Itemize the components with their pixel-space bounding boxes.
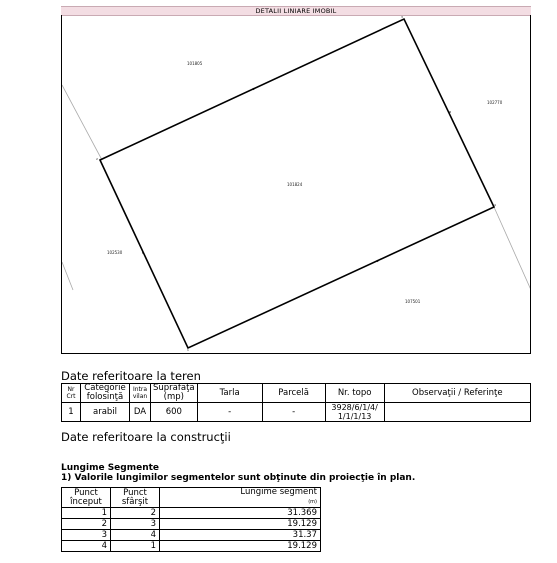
point-label-2: 2: [96, 157, 98, 161]
cell-tarla: -: [197, 403, 262, 422]
neighbor-boundary-left: [62, 85, 102, 160]
cell-nr-topo: 3928/6/1/4/1/1/1/13: [325, 403, 384, 422]
cadastral-plan: [61, 15, 531, 354]
point-label-1: 1: [187, 348, 189, 352]
teren-header-row: [62, 384, 531, 403]
cell-parcela: -: [262, 403, 325, 422]
col-suprafata: Suprafaţa (mp): [151, 384, 198, 403]
segmente-title: Lungime Segmente: [61, 463, 160, 473]
parcel-label-west: 102530: [107, 250, 123, 255]
cell-start: 4: [62, 541, 111, 552]
parcel-label-north: 101805: [187, 61, 203, 66]
cell-end: 2: [111, 508, 160, 519]
cell-end: 4: [111, 530, 160, 541]
cell-start: 1: [62, 508, 111, 519]
col-nr-crt: Nr Crt: [62, 384, 81, 403]
cell-end: 1: [111, 541, 160, 552]
col-parcela: Parcelă: [262, 384, 325, 403]
segmente-header-row: [62, 488, 321, 508]
cell-end: 3: [111, 519, 160, 530]
table-row: [62, 541, 321, 552]
col-lungime: [160, 488, 321, 508]
cell-observatii: [384, 403, 530, 422]
col-categorie: Categorie folosinţă: [81, 384, 130, 403]
parcel-label-south: 107501: [405, 299, 421, 304]
col-lungime-label: Lungime segment: [240, 487, 317, 497]
cell-suprafata: 600: [151, 403, 198, 422]
point-label-3: 3: [401, 15, 403, 19]
cell-start: 3: [62, 530, 111, 541]
col-punct-sfarsit: Punct sfârşit: [111, 488, 160, 508]
neighbor-boundary-left-lower: [62, 262, 73, 290]
col-punct-inceput: Punct început: [62, 488, 111, 508]
cell-length: 31.369: [160, 508, 321, 519]
plan-drawing: [61, 15, 531, 354]
cell-length: 19.129: [160, 541, 321, 552]
cell-intravilan: DA: [130, 403, 151, 422]
segmente-table: [61, 487, 321, 552]
table-row: [62, 508, 321, 519]
parcel-label-east: 102770: [487, 100, 503, 105]
cell-length: 19.129: [160, 519, 321, 530]
neighbor-boundary-right: [494, 207, 531, 290]
col-nr-topo: Nr. topo: [325, 384, 384, 403]
table-row: [62, 403, 531, 422]
cell-categorie: arabil: [81, 403, 130, 422]
col-observatii: Observaţii / Referinţe: [384, 384, 530, 403]
col-tarla: Tarla: [197, 384, 262, 403]
cell-nr-crt: 1: [62, 403, 81, 422]
table-row: [62, 530, 321, 541]
segmente-note: 1) Valorile lungimilor segmentelor sunt obţinute din proiecţie în plan.: [61, 473, 416, 483]
teren-table: [61, 383, 531, 422]
parcel-label-center: 101824: [287, 182, 303, 187]
col-lungime-unit: (m): [308, 499, 317, 505]
teren-section-title: Date referitoare la teren: [61, 369, 201, 383]
constructii-section-title: Date referitoare la construcţii: [61, 430, 231, 444]
table-row: [62, 519, 321, 530]
plan-title: DETALII LINIARE IMOBIL: [61, 6, 531, 16]
point-label-4: 4: [494, 203, 496, 207]
col-intravilan: Intra vilan: [130, 384, 151, 403]
cell-length: 31.37: [160, 530, 321, 541]
cell-start: 2: [62, 519, 111, 530]
